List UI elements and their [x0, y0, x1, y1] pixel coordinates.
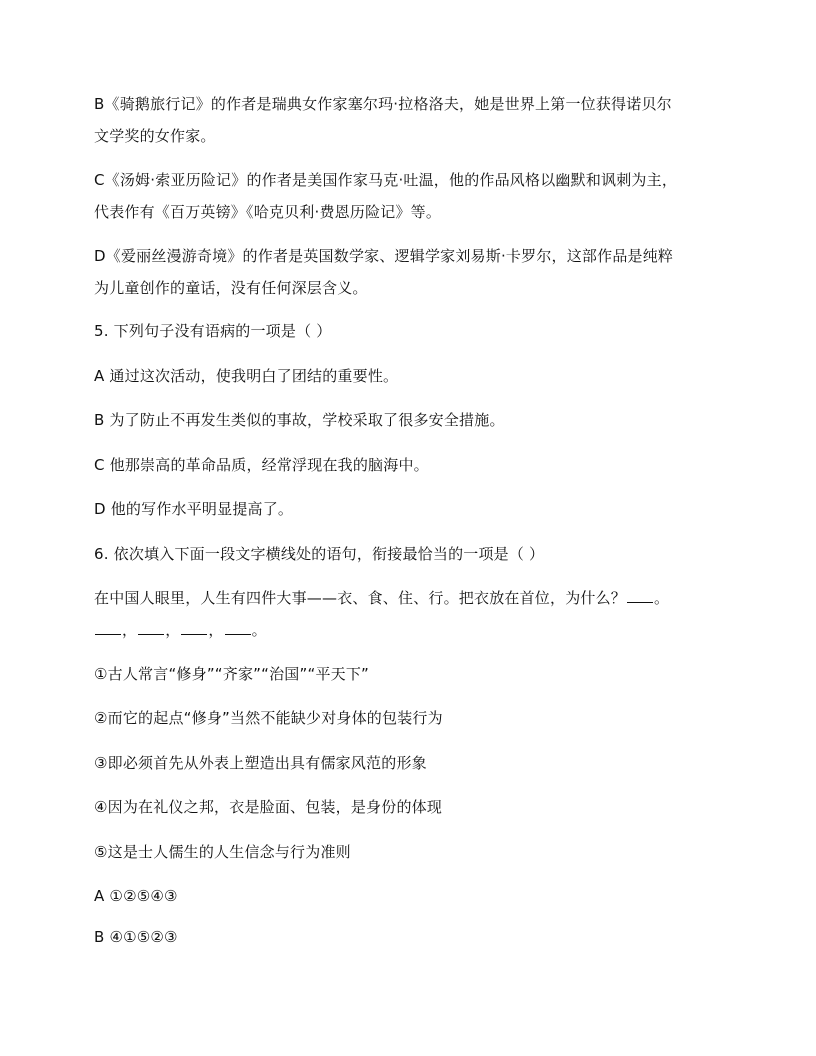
line-end: 。	[251, 621, 267, 639]
fill-blank	[627, 588, 653, 603]
q6-passage-text: 在中国人眼里，人生有四件大事——衣、食、住、行。把衣放在首位，为什么？	[94, 589, 627, 607]
fill-blank	[181, 620, 207, 635]
q4-option-d-line1: D《爱丽丝漫游奇境》的作者是英国数学家、逻辑学家刘易斯·卡罗尔，这部作品是纯粹	[94, 247, 674, 265]
q6-option-b: B ④①⑤②③	[94, 928, 178, 946]
q6-sentence-1: ①古人常言“修身”“齐家”“治国”“平天下”	[94, 665, 370, 683]
q4-option-b-line2: 文学奖的女作家。	[94, 127, 216, 145]
fill-blank	[138, 620, 164, 635]
q6-passage-line1	[94, 588, 716, 608]
q6-option-a: A ①②⑤④③	[94, 887, 178, 905]
q5-option-a: A 通过这次活动，使我明白了团结的重要性。	[94, 367, 399, 385]
q4-option-c-line2: 代表作有《百万英镑》《哈克贝利·费恩历险记》等。	[94, 203, 442, 221]
q4-option-b-line1: B《骑鹅旅行记》的作者是瑞典女作家塞尔玛·拉格洛夫，她是世界上第一位获得诺贝尔	[94, 95, 672, 113]
q5-option-b: B 为了防止不再发生类似的事故，学校采取了很多安全措施。	[94, 411, 505, 429]
q5-option-c: C 他那崇高的革命品质，经常浮现在我的脑海中。	[94, 456, 429, 474]
q5-option-d: D 他的写作水平明显提高了。	[94, 500, 294, 518]
q6-stem: 6. 依次填入下面一段文字横线处的语句，衔接最恰当的一项是（ ）	[94, 545, 545, 563]
separator: ，	[122, 621, 138, 639]
separator: ，	[208, 621, 224, 639]
separator: ，	[165, 621, 181, 639]
q6-sentence-2: ②而它的起点“修身”当然不能缺少对身体的包装行为	[94, 709, 443, 727]
fill-blank	[225, 620, 251, 635]
q6-sentence-3: ③即必须首先从外表上塑造出具有儒家风范的形象	[94, 754, 427, 772]
q4-option-d-line2: 为儿童创作的童话，没有任何深层含义。	[94, 279, 368, 297]
q6-passage-line2	[94, 620, 716, 640]
q4-option-c-line1: C《汤姆·索亚历险记》的作者是美国作家马克·吐温，他的作品风格以幽默和讽刺为主，	[94, 171, 678, 189]
q5-stem: 5. 下列句子没有语病的一项是（ ）	[94, 322, 332, 340]
q6-passage-end: 。	[654, 589, 670, 607]
fill-blank	[95, 620, 121, 635]
q6-sentence-4: ④因为在礼仪之邦，衣是脸面、包装，是身份的体现	[94, 798, 443, 816]
q6-sentence-5: ⑤这是士人儒生的人生信念与行为准则	[94, 843, 351, 861]
